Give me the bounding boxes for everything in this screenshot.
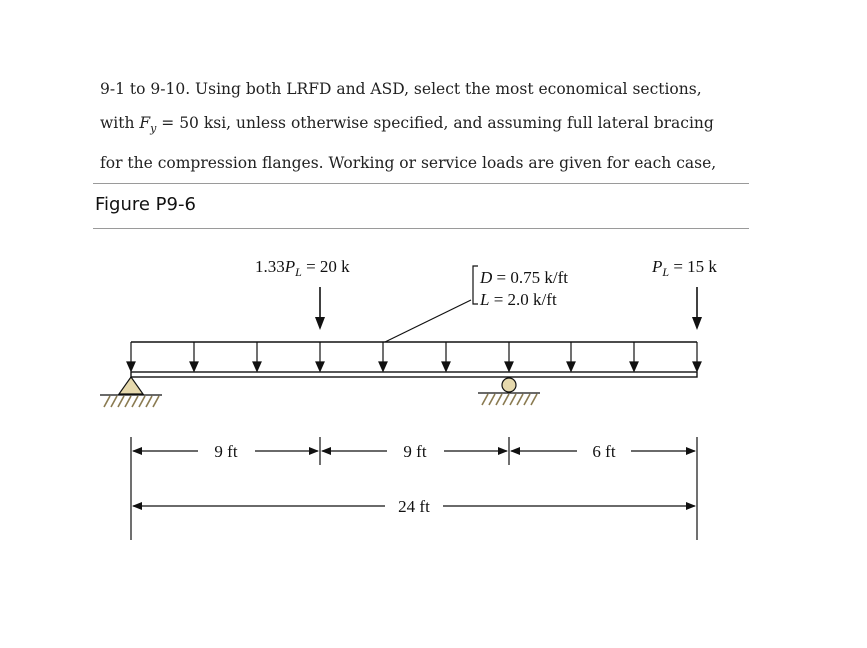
svg-text:24 ft: 24 ft [398, 497, 430, 516]
svg-text:9 ft: 9 ft [403, 442, 427, 461]
dimension-span-1 [133, 442, 318, 461]
dimension-span-2 [322, 442, 507, 461]
live-load-label: L = 2.0 k/ft [480, 290, 557, 309]
figure-title: Figure P9-6 [95, 194, 196, 215]
left-point-load-label: $1.33P_L = 20$ k [255, 257, 350, 279]
right-point-load-arrow [692, 287, 702, 330]
line2-rest: = 50 ksi, unless otherwise specified, and assuming full lateral bracing [156, 114, 714, 132]
fy-symbol: F [139, 114, 151, 132]
beam [131, 372, 697, 377]
load-leader-line [385, 300, 471, 342]
dead-load-label: D = 0.75 k/ft [480, 268, 568, 287]
roller-support [478, 378, 540, 405]
right-point-load-label: $P_L = 15$ k [652, 257, 717, 279]
svg-text:9 ft: 9 ft [214, 442, 238, 461]
problem-line-1: 9-1 to 9-10. Using both LRFD and ASD, select the most economical sections, [100, 80, 702, 98]
pin-support [100, 377, 162, 407]
fy-subscript: y [150, 122, 157, 136]
problem-line-3: for the compression flanges. Working or service loads are given for each case, [100, 154, 717, 173]
dimension-total [133, 497, 695, 516]
load-bracket [473, 266, 478, 304]
left-point-load-arrow [315, 287, 325, 330]
distributed-load-arrows [127, 342, 701, 371]
dimension-span-3 [511, 442, 695, 461]
line2-prefix: with [100, 114, 140, 132]
svg-text:6 ft: 6 ft [592, 442, 616, 461]
